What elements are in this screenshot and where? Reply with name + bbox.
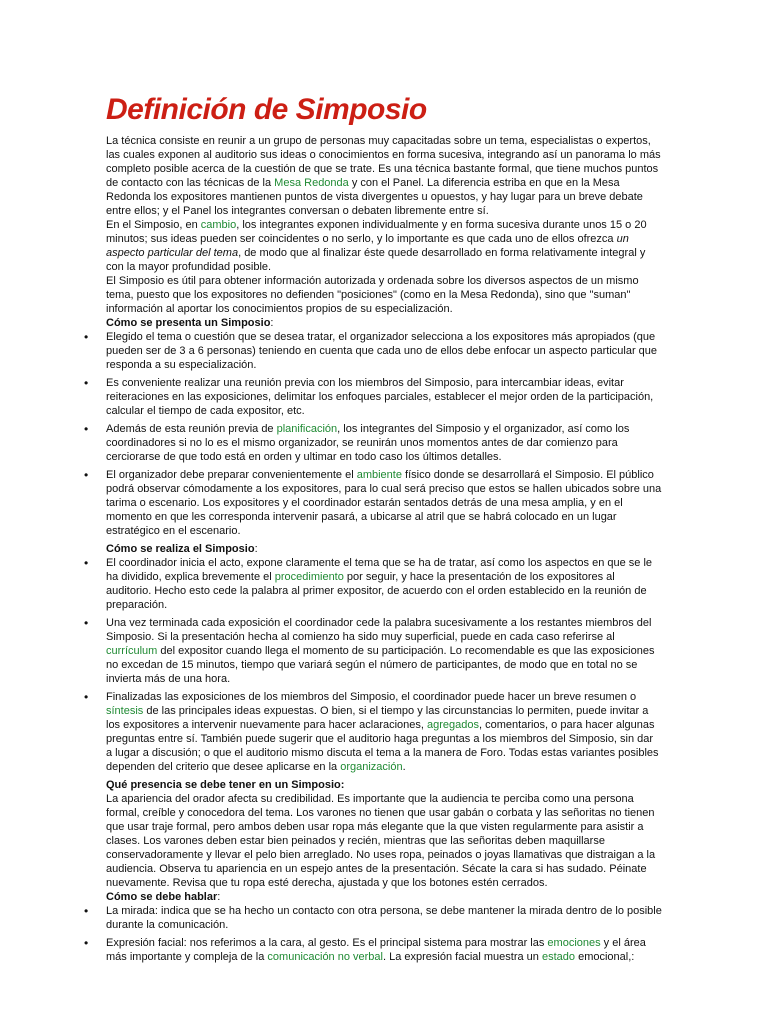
link-comunicacion-no-verbal[interactable]: comunicación no verbal <box>267 951 383 963</box>
link-agregados[interactable]: agregados <box>427 719 480 731</box>
list-presenta <box>106 330 662 538</box>
list-item: • Finalizadas las exposiciones de los miembros del Simposio, el coordinador puede hacer un breve resumen o síntesis de las principales ideas expuestas. O bien, si el tiempo y las circunstancias lo permiten, puede invitar a los expositores a intervenir nuevamente para hacer aclaraciones, agregados, comentarios, o para hacer algunas preguntas entre sí. También puede sugerir que el auditorio haga preguntas a los miembros del Simposio, sin dar a lugar a discusión; o que el auditorio mismo discuta el tema a la manera de Foro. Todas estas variantes posibles dependen del criterio que desee aplicarse en la organización. <box>106 690 662 774</box>
link-estado[interactable]: estado <box>541 951 576 963</box>
section-heading-presenta: Cómo se presenta un Simposio: <box>106 317 274 329</box>
section-heading-realiza: Cómo se realiza el Simposio: <box>106 543 258 555</box>
section-heading-hablar: Cómo se debe hablar: <box>106 891 221 903</box>
link-emociones[interactable]: emociones <box>547 937 601 949</box>
link-mesa-redonda[interactable]: Mesa Redonda <box>274 177 349 189</box>
presencia-paragraph: La apariencia del orador afecta su credibilidad. Es importante que la audiencia te perciba como una persona formal, creíble y conocedora del tema. Los varones no tienen que usar gabán o corbata y las señoritas no tienen que usar traje formal, pero ambos deben usar ropa más elegante que la que visten regularmente para asistir a clases. Los varones deben estar bien peinados y recién, mientras que las señoritas deben maquillarse conservadoramente y llevar el pelo bien arreglado. No uses ropa, peinados o joyas llamativas que distraigan a la audiencia. Observa tu apariencia en un espejo antes de la presentación. Sécate la cara si has sudado. Péinate nuevamente. Revisa que tu ropa esté derecha, ajustada y que los botones estén cerrados. <box>106 793 656 889</box>
list-item: • La mirada: indica que se ha hecho un contacto con otra persona, se debe mantener la mirada dentro de lo posible durante la comunicación. <box>106 904 662 932</box>
link-procedimiento[interactable]: procedimiento <box>274 571 344 583</box>
list-item: • Una vez terminada cada exposición el coordinador cede la palabra sucesivamente a los restantes miembros del Simposio. Si la presentación hecha al comienzo ha sido muy superficial, puede en cada caso referirse al currículum del expositor cuando llega el momento de su participación. Lo recomendable es que las exposiciones no excedan de 15 minutos, tiempo que variará según el número de participantes, de modo que en total no se invierta más de una hora. <box>106 616 662 686</box>
page-title: Definición de Simposio <box>106 93 427 126</box>
list-item: • Además de esta reunión previa de planificación, los integrantes del Simposio y el organizador, así como los coordinadores si no lo es el mismo organizador, se reunirán unos momentos antes de dar comienzo para cerciorarse de que todo está en orden y ultimar en todo caso los últimos detalles. <box>106 422 662 464</box>
list-item: • El coordinador inicia el acto, expone claramente el tema que se ha de tratar, así como los aspectos en que se le ha dividido, explica brevemente el procedimiento por seguir, y hace la presentación de los expositores al auditorio. Hecho esto cede la palabra al primer expositor, de acuerdo con el orden establecido en la reunión de preparación. <box>106 556 662 612</box>
list-item: • Es conveniente realizar una reunión previa con los miembros del Simposio, para intercambiar ideas, evitar reiteraciones en las exposiciones, delimitar los enfoques parciales, establecer el mejor orden de la participación, calcular el tiempo de cada expositor, etc. <box>106 376 662 418</box>
emphasis-text: un aspecto particular del tema <box>106 233 629 259</box>
intro-paragraph-1: La técnica consiste en reunir a un grupo de personas muy capacitadas sobre un tema, especialistas o expertos, las cuales exponen al auditorio sus ideas o conocimientos en forma sucesiva, integrando así un panorama lo más completo posible acerca de la cuestión de que se trate. Es una técnica bastante formal, que tiene muchos puntos de contacto con las técnicas de la Mesa Redonda y con el Panel. La diferencia estriba en que en la Mesa Redonda los expositores mantienen puntos de vista divergentes u opuestos, y hay lugar para un breve debate entre ellos; y el Panel los integrantes conversan o debaten libremente entre sí. <box>106 135 661 217</box>
list-realiza <box>106 556 662 774</box>
intro-paragraph-2: En el Simposio, en cambio, los integrantes exponen individualmente y en forma sucesiva durante unos 15 o 20 minutos; sus ideas pueden ser coincidentes o no serlo, y lo importante es que cada uno de ellos ofrezca un aspecto particular del tema, de modo que al finalizar éste quede desarrollado en forma relativamente integral y con la mayor profundidad posible. <box>106 219 647 273</box>
list-hablar <box>106 904 662 964</box>
link-curriculum[interactable]: currículum <box>106 645 158 657</box>
section-heading-presencia: Qué presencia se debe tener en un Simposio: <box>106 779 345 791</box>
link-planificacion[interactable]: planificación <box>276 423 338 435</box>
link-ambiente[interactable]: ambiente <box>356 469 402 481</box>
intro-paragraph-3: El Simposio es útil para obtener información autorizada y ordenada sobre los diversos aspectos de un mismo tema, puesto que los expositores no defienden "posiciones" (como en la Mesa Redonda), sino que "suman" información al aportar los conocimientos propios de su especialización. <box>106 275 639 315</box>
link-organizacion[interactable]: organización <box>340 761 403 773</box>
link-sintesis[interactable]: síntesis <box>106 705 144 717</box>
list-item: • Expresión facial: nos referimos a la cara, al gesto. Es el principal sistema para mostrar las emociones y el área más importante y compleja de la comunicación no verbal. La expresión facial muestra un estado emocional,: <box>106 936 662 964</box>
link-cambio[interactable]: cambio <box>200 219 237 231</box>
list-item: • El organizador debe preparar convenientemente el ambiente físico donde se desarrollará el Simposio. El público podrá observar cómodamente a los expositores, para lo cual será preciso que estos se hallen ubicados sobre una tarima o escenario. Los expositores y el coordinador estarán sentados detrás de una mesa amplia, y en el momento en que les corresponda intervenir pasará, a ubicarse al atril que se habrá colocado en un lugar estratégico en el escenario. <box>106 468 662 538</box>
document-body <box>106 134 662 968</box>
list-item: • Elegido el tema o cuestión que se desea tratar, el organizador selecciona a los expositores más apropiados (que pueden ser de 3 a 6 personas) teniendo en cuenta que cada uno de ellos debe enfocar un aspecto particular que responda a su especialización. <box>106 330 662 372</box>
